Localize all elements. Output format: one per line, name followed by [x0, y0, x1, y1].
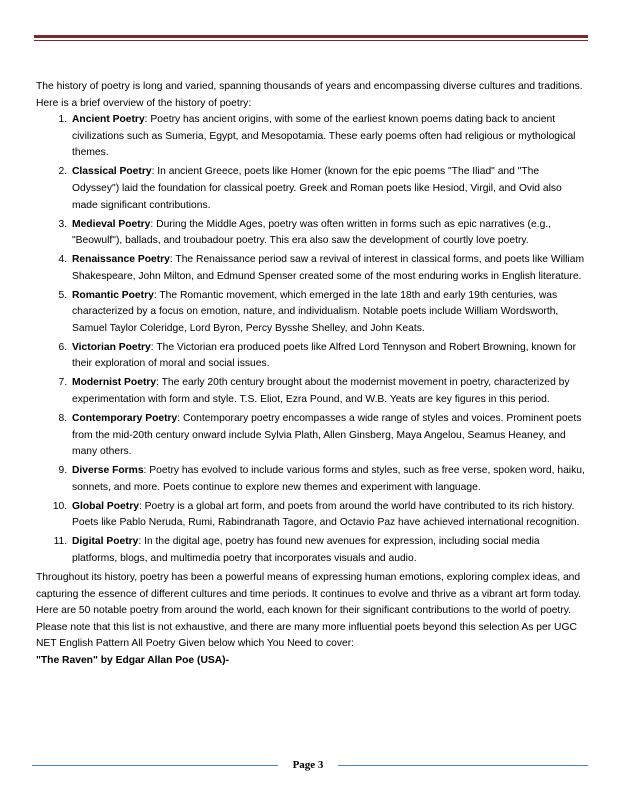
page-body [36, 79, 586, 669]
notable-intro-paragraph: Here are 50 notable poetry from around the world, each known for their significant contributions to the world of poetry. Please note that this list is not exhaustive, and there are many more influential poets beyond this selection As per UGC NET English Pattern All Poetry Given below which You Need to cover: [36, 605, 577, 650]
item-text: : In ancient Greece, poets like Homer (known for the epic poems "The Iliad" and "The Odyssey") laid the foundation for classical poetry. Greek and Roman poets like Hesiod, Virgil, and Ovid also made significant contributions. [72, 166, 562, 211]
item-text: : The Romantic movement, which emerged in the late 18th and early 19th centuries, was characterized by a focus on emotion, nature, and individualism. Notable poets include William Wordsworth, Samuel Taylor Coleridge, Lord Byron, Percy Bysshe Shelley, and John Keats. [72, 289, 559, 334]
list-item [70, 217, 586, 250]
list-item [70, 534, 586, 567]
page-footer [0, 757, 618, 777]
item-text: : Poetry is a global art form, and poets from around the world have contributed to its rich history. Poets like Pablo Neruda, Rumi, Rabindranath Tagore, and Octavio Paz have achieved international recognition. [72, 500, 580, 529]
list-item [70, 164, 586, 214]
conclusion-paragraph: Throughout its history, poetry has been a powerful means of expressing human emotions, exploring complex ideas, and capturing the essence of different cultures and time periods. It continues to evolve and thrive as a vibrant art form today. [36, 571, 582, 600]
page-number: Page 3 [292, 759, 324, 771]
item-text: : The early 20th century brought about the modernist movement in poetry, characterized by experimentation with form and style. T.S. Eliot, Ezra Pound, and W.B. Yeats are key figures in this period. [72, 377, 570, 406]
header-rule [34, 35, 588, 38]
list-item [70, 463, 586, 496]
intro-paragraph: The history of poetry is long and varied, spanning thousands of years and encompassing diverse cultures and traditions. Here is a brief overview of the history of poetry: [36, 81, 583, 109]
footer-rule-right [338, 765, 588, 766]
item-title: Contemporary Poetry [72, 413, 178, 425]
item-text: : Poetry has evolved to include various forms and styles, such as free verse, spoken word, haiku, sonnets, and more. Poets continue to explore new themes and experiment with language. [72, 465, 585, 493]
item-text: : The Victorian era produced poets like Alfred Lord Tennyson and Robert Browning, known for their exploration of moral and social issues. [72, 341, 577, 370]
item-title: Modernist Poetry [72, 377, 157, 389]
list-item [70, 112, 586, 162]
item-text: : In the digital age, poetry has found new avenues for expression, including social media platforms, blogs, and multimedia poetry that incorporates visuals and audio. [72, 536, 540, 564]
list-item [70, 375, 586, 408]
list-item [70, 499, 586, 532]
footer-rule-left [32, 765, 278, 766]
item-title: Digital Poetry [72, 536, 139, 548]
poem-heading: "The Raven" by Edgar Allan Poe (USA)- [36, 654, 230, 666]
header-rule-thin [34, 40, 588, 41]
item-text: : Contemporary poetry encompasses a wide range of styles and voices. Prominent poets from the mid-20th century onward include Sylvia Plath, Allen Ginsberg, Maya Angelou, Seamus Heaney, and many others. [72, 413, 582, 458]
item-text: : Poetry has ancient origins, with some of the earliest known poems dating back to ancient civilizations such as Sumeria, Egypt, and Mesopotamia. These early poems often had religious or mythological themes. [72, 114, 576, 159]
item-title: Medieval Poetry [72, 218, 151, 230]
item-title: Classical Poetry [72, 166, 152, 178]
list-item [70, 411, 586, 461]
item-title: Global Poetry [72, 500, 139, 512]
list-item [70, 340, 586, 373]
item-text: : During the Middle Ages, poetry was often written in forms such as epic narratives (e.g., "Beowulf"), ballads, and troubadour poetry. This era also saw the development of courtly love poetry. [72, 218, 552, 247]
list-item [70, 288, 586, 338]
item-title: Renaissance Poetry [72, 254, 170, 266]
history-list [36, 112, 586, 567]
item-text: : The Renaissance period saw a revival of interest in classical forms, and poets like William Shakespeare, John Milton, and Edmund Spenser created some of the most enduring works in English literature. [72, 254, 585, 282]
list-item [70, 252, 586, 285]
item-title: Victorian Poetry [72, 341, 151, 353]
item-title: Diverse Forms [72, 465, 144, 477]
item-title: Romantic Poetry [72, 289, 154, 301]
item-title: Ancient Poetry [72, 114, 145, 126]
